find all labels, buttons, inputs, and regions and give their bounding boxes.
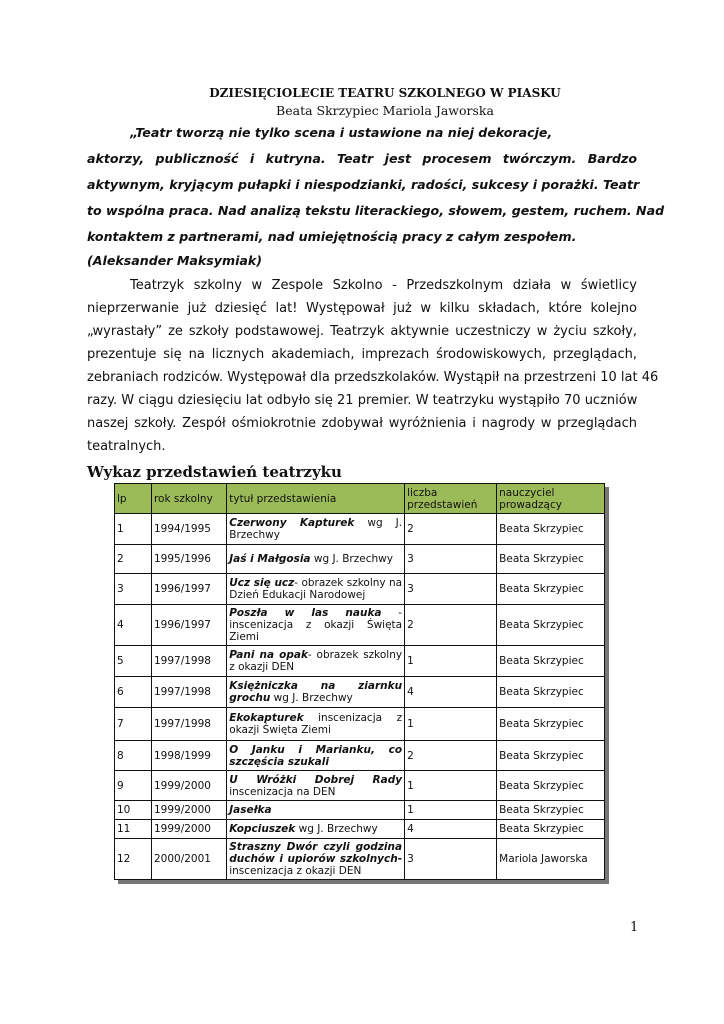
cell-lp: 7 [115,708,152,741]
table-row [115,574,605,605]
cell-lp: 8 [115,741,152,771]
body-line: „wyrastały” ze szkoły podstawowej. Teatrzyk aktywnie uczestniczy w życiu szkoły, [87,324,637,339]
cell-count: 4 [405,820,497,839]
cell-lp: 9 [115,771,152,801]
table-row [115,741,605,771]
cell-teacher: Beata Skrzypiec [497,545,605,574]
header-title: tytuł przedstawienia [227,484,405,514]
quote-line: to wspólna praca. Nad analizą tekstu literackiego, słowem, gestem, ruchem. Nad [87,203,665,218]
cell-year: 1997/1998 [151,677,226,708]
cell-title [227,801,405,820]
cell-teacher: Beata Skrzypiec [497,514,605,545]
cell-count: 1 [405,771,497,801]
cell-year: 1998/1999 [151,741,226,771]
cell-count: 2 [405,514,497,545]
header-lp: lp [115,484,152,514]
cell-teacher: Beata Skrzypiec [497,677,605,708]
quote-line: „Teatr tworzą nie tylko scena i ustawione na niej dekoracje, [130,125,553,140]
cell-count: 4 [405,677,497,708]
table-row [115,677,605,708]
title-name: Poszła w las nauka [229,607,382,619]
quote-line: kontaktem z partnerami, nad umiejętnością pracy z całym zespołem. [87,229,577,244]
body-line: nieprzerwanie już dziesięć lat! Występował już w kilku składach, które kolejno [87,301,637,316]
cell-lp: 5 [115,646,152,677]
document-authors: Beata Skrzypiec Mariola Jaworska [276,103,494,118]
title-note: inscenizacja z okazji DEN [229,865,362,877]
title-name: Straszny Dwór czyli godzina duchów i upiorów szkolnych- [229,841,403,865]
title-name: Ucz się ucz [229,577,295,589]
cell-teacher: Beata Skrzypiec [497,801,605,820]
cell-year: 1997/1998 [151,708,226,741]
cell-teacher: Beata Skrzypiec [497,741,605,771]
cell-year: 1999/2000 [151,820,226,839]
cell-count: 2 [405,741,497,771]
cell-year: 1997/1998 [151,646,226,677]
cell-title [227,741,405,771]
cell-title [227,708,405,741]
cell-teacher: Mariola Jaworska [497,839,605,880]
title-name: O Janku i Marianku, co szczęścia szukali [229,743,403,768]
cell-year: 1999/2000 [151,801,226,820]
cell-title [227,839,405,880]
cell-lp: 1 [115,514,152,545]
cell-teacher: Beata Skrzypiec [497,708,605,741]
cell-count: 3 [405,545,497,574]
header-count: liczba przedstawień [405,484,497,514]
title-name: Księżniczka na ziarnku grochu [229,680,403,704]
cell-title [227,514,405,545]
cell-title [227,677,405,708]
body-line: teatralnych. [87,439,166,454]
cell-title [227,820,405,839]
table-row [115,545,605,574]
cell-lp: 4 [115,605,152,646]
table-row [115,646,605,677]
cell-lp: 2 [115,545,152,574]
cell-count: 3 [405,839,497,880]
header-year: rok szkolny [151,484,226,514]
table-row [115,801,605,820]
title-note: - inscenizacja z okazji Święta Ziemi [229,607,403,643]
cell-title [227,605,405,646]
cell-lp: 3 [115,574,152,605]
title-note: - obrazek szkolny z okazji DEN [229,649,403,673]
title-name: Czerwony Kapturek [229,517,355,529]
quote-attribution: (Aleksander Maksymiak) [87,253,263,268]
title-name: Kopciuszek [229,823,296,835]
cell-lp: 10 [115,801,152,820]
cell-title [227,574,405,605]
title-note: wg J. Brzechwy [295,823,378,835]
cell-teacher: Beata Skrzypiec [497,605,605,646]
table-row [115,771,605,801]
title-note: wg J. Brzechwy [229,517,403,541]
cell-lp: 11 [115,820,152,839]
page-number: 1 [630,920,639,935]
table-row [115,820,605,839]
cell-teacher: Beata Skrzypiec [497,820,605,839]
cell-year: 2000/2001 [151,839,226,880]
cell-year: 1995/1996 [151,545,226,574]
body-line: zebraniach rodziców. Występował dla przedszkolaków. Wystąpił na przestrzeni 10 lat 46 [87,370,659,385]
table-heading: Wykaz przedstawień teatrzyku [87,463,342,481]
cell-year: 1996/1997 [151,605,226,646]
quote-line: aktorzy, publiczność i kutryna. Teatr jest procesem twórczym. Bardzo [87,151,637,166]
title-note: wg J. Brzechwy [310,553,393,565]
cell-teacher: Beata Skrzypiec [497,646,605,677]
table-row [115,514,605,545]
table-header-row [115,484,605,514]
body-line: razy. W ciągu dziesięciu lat odbyło się 21 premier. W teatrzyku wystąpiło 70 uczniów [87,393,638,408]
title-note: inscenizacja na DEN [229,785,336,798]
table-row [115,839,605,880]
document-title: DZIESIĘCIOLECIE TEATRU SZKOLNEGO W PIASKU [209,86,561,100]
cell-year: 1999/2000 [151,771,226,801]
performances-table [114,483,605,880]
title-name: Pani na opak [229,649,308,661]
quote-line: aktywnym, kryjącym pułapki i niespodzianki, radości, sukcesy i porażki. Teatr [87,177,640,192]
body-line: naszej szkoły. Zespół ośmiokrotnie zdobywał wyróżnienia i nagrody w przeglądach [87,416,637,431]
body-line: Teatrzyk szkolny w Zespole Szkolno - Przedszkolnym działa w świetlicy [130,278,637,293]
cell-teacher: Beata Skrzypiec [497,771,605,801]
title-name: Ekokapturek [229,712,304,724]
title-note: inscenizacja z okazji Święta Ziemi [229,712,403,736]
title-name: Jasełka [229,804,272,816]
title-name: U Wróżki Dobrej Rady [229,773,403,786]
body-line: prezentuje się na licznych akademiach, imprezach środowiskowych, przeglądach, [87,347,637,362]
cell-lp: 12 [115,839,152,880]
cell-count: 1 [405,646,497,677]
cell-teacher: Beata Skrzypiec [497,574,605,605]
title-name: Jaś i Małgosia [229,553,311,565]
title-note: - obrazek szkolny na Dzień Edukacji Narodowej [229,577,403,601]
cell-title [227,646,405,677]
cell-count: 3 [405,574,497,605]
header-teacher: nauczyciel prowadzący [497,484,605,514]
cell-title [227,545,405,574]
cell-count: 1 [405,801,497,820]
cell-year: 1994/1995 [151,514,226,545]
cell-year: 1996/1997 [151,574,226,605]
cell-count: 2 [405,605,497,646]
cell-title [227,771,405,801]
title-note: wg J. Brzechwy [270,692,353,704]
cell-count: 1 [405,708,497,741]
table-row [115,708,605,741]
cell-lp: 6 [115,677,152,708]
table-row [115,605,605,646]
